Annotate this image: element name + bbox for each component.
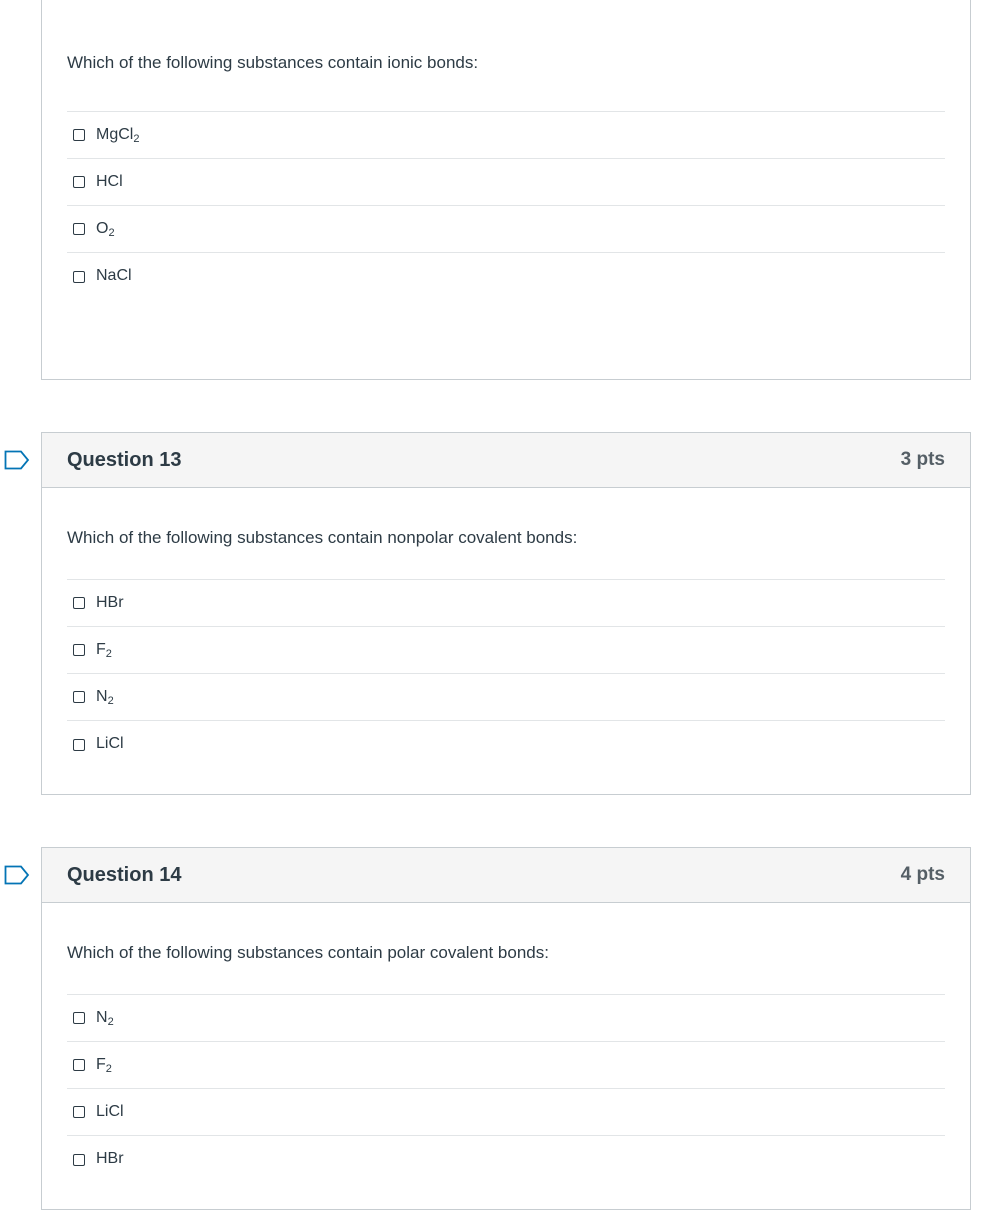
flag-icon[interactable] [4,865,30,885]
question-14 [41,847,971,1210]
checkbox[interactable] [73,129,85,141]
checkbox[interactable] [73,1154,85,1166]
answer-label-subscript: 2 [107,694,114,707]
checkbox[interactable] [73,597,85,609]
checkbox[interactable] [73,691,85,703]
question-13 [41,432,971,795]
answer-label-base: F [96,640,106,658]
answer-list [67,994,945,1183]
answer-label-base: HBr [96,1150,124,1167]
checkbox[interactable] [73,644,85,656]
answer-option[interactable] [67,253,945,300]
answer-label-subscript: 2 [107,1015,114,1028]
answer-label-base: NaCl [96,267,132,284]
answer-label-base: F [96,1055,106,1073]
checkbox[interactable] [73,176,85,188]
checkbox[interactable] [73,1106,85,1118]
answer-label-base: HBr [96,593,124,611]
question-title: Question 13 [67,448,182,471]
answer-label-base: LiCl [96,1102,124,1120]
answer-label-subscript: 2 [105,647,112,660]
answer-option[interactable] [67,1042,945,1089]
question-body [42,903,970,1183]
answer-label-base: O [96,219,109,237]
question-text: Which of the following substances contain nonpolar covalent bonds: [67,528,578,547]
checkbox[interactable] [73,1059,85,1071]
answer-option[interactable] [67,721,945,768]
checkbox[interactable] [73,223,85,235]
flag-icon[interactable] [4,450,30,470]
checkbox[interactable] [73,1012,85,1024]
answer-label-subscript: 2 [108,226,115,239]
answer-label-base: MgCl [96,125,134,143]
answer-option[interactable] [67,627,945,674]
answer-label-subscript: 2 [105,1062,112,1075]
question-header [42,848,970,903]
question-12 [41,0,971,380]
question-points: 3 pts [900,449,945,470]
answer-option[interactable] [67,580,945,627]
answer-option[interactable] [67,206,945,253]
answer-label-base: N [96,1008,108,1026]
answer-option[interactable] [67,1136,945,1183]
question-text: Which of the following substances contain ionic bonds: [67,53,479,72]
question-body [42,0,970,300]
answer-option[interactable] [67,674,945,721]
answer-list [67,111,945,300]
answer-label-subscript: 2 [133,132,140,145]
question-text: Which of the following substances contain polar covalent bonds: [67,943,549,962]
answer-list [67,579,945,768]
answer-option[interactable] [67,112,945,159]
answer-label-base: N [96,687,108,705]
answer-label-base: LiCl [96,735,124,752]
answer-option[interactable] [67,995,945,1042]
answer-option[interactable] [67,159,945,206]
answer-label-base: HCl [96,172,123,190]
checkbox[interactable] [73,271,85,283]
question-title: Question 14 [67,863,182,886]
answer-option[interactable] [67,1089,945,1136]
question-body [42,488,970,768]
question-points: 4 pts [900,864,945,885]
question-header [42,433,970,488]
checkbox[interactable] [73,739,85,751]
